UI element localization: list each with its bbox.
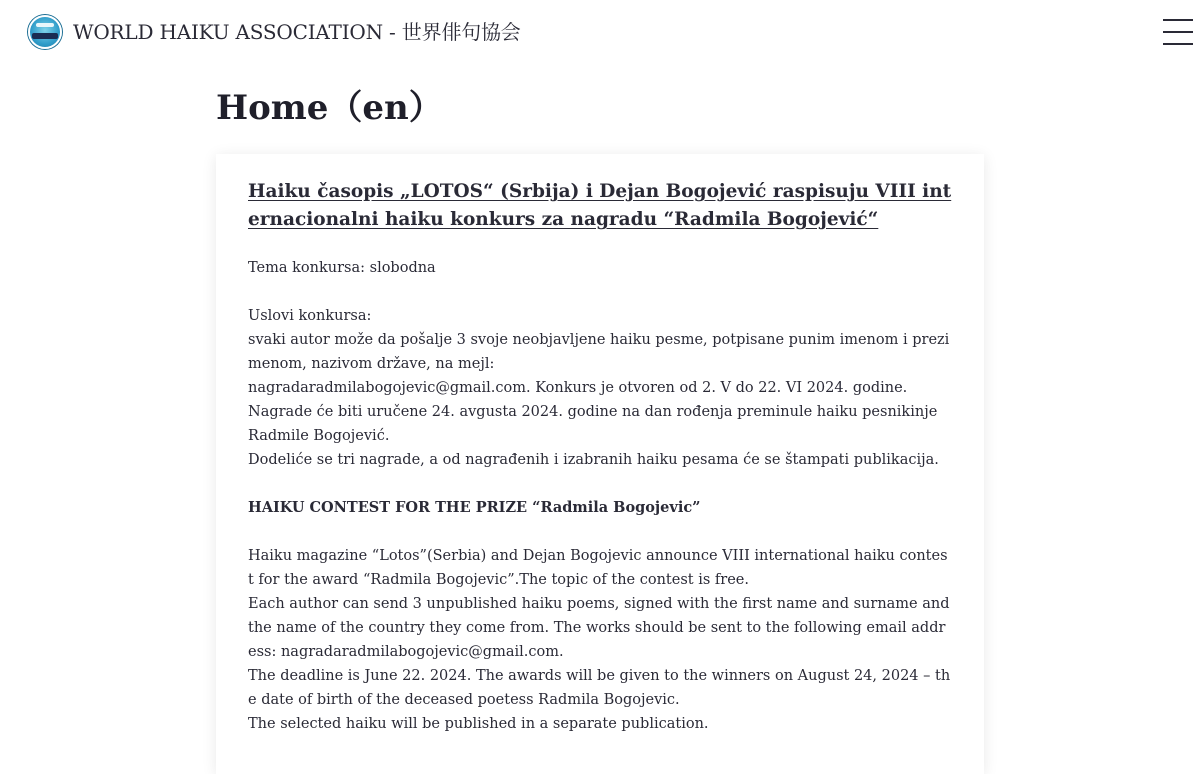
hamburger-menu-icon[interactable]: [1163, 18, 1193, 46]
en-publication: The selected haiku will be published in a separate publication.: [248, 716, 709, 732]
publication-line: Dodeliće se tri nagrade, a od nagrađenih i izabranih haiku pesama će se štampati publikacija.: [248, 452, 939, 468]
menu-bar: [1163, 31, 1193, 33]
en-intro: Haiku magazine “Lotos”(Serbia) and Dejan Bogojevic announce VIII international haiku contest for the award “Radmila Bogojevic”.The topic of the contest is free.: [248, 548, 948, 588]
conditions-text: svaki autor može da pošalje 3 svoje neobjavljene haiku pesme, potpisane punim imenom i prezimenom, nazivom države, na mejl:: [248, 332, 950, 372]
en-deadline: The deadline is June 22. 2024. The awards will be given to the winners on August 24, 2024 – the date of birth of the deceased poetess Radmila Bogojevic.: [248, 668, 951, 708]
site-title[interactable]: WORLD HAIKU ASSOCIATION - 世界俳句協会: [73, 20, 521, 44]
contest-heading-paragraph: [248, 496, 952, 520]
en-send: Each author can send 3 unpublished haiku poems, signed with the first name and surname and the name of the country they come from. The works should be sent to the following email address: nagradaradmilabogojevic@gmail.com.: [248, 596, 950, 660]
post-body: [248, 256, 952, 736]
theme-paragraph: [248, 256, 952, 280]
wha-globe-logo-icon[interactable]: [28, 15, 62, 49]
theme-line: Tema konkursa: slobodna: [248, 260, 436, 276]
conditions-label: Uslovi konkursa:: [248, 308, 372, 324]
english-paragraph: [248, 544, 952, 736]
menu-bar: [1163, 19, 1193, 21]
logo-band: [32, 33, 58, 39]
contest-heading: HAIKU CONTEST FOR THE PRIZE “Radmila Bogojevic”: [248, 499, 701, 516]
logo-highlight: [36, 23, 54, 27]
conditions-paragraph: [248, 304, 952, 472]
post-content: [248, 178, 952, 760]
site-header: [0, 0, 1200, 64]
page-title: Home（en）: [216, 88, 443, 128]
menu-bar: [1163, 43, 1193, 45]
email-line: nagradaradmilabogojevic@gmail.com. Konkurs je otvoren od 2. V do 22. VI 2024. godine.: [248, 380, 908, 396]
post-card: [216, 154, 984, 774]
post-title: [248, 178, 952, 234]
awards-line: Nagrade će biti uručene 24. avgusta 2024. godine na dan rođenja preminule haiku pesnikinje Radmile Bogojević.: [248, 404, 938, 444]
post-title-link[interactable]: Haiku časopis „LOTOS“ (Srbija) i Dejan Bogojević raspisuju VIII internacionalni haiku konkurs za nagradu “Radmila Bogojević“: [248, 181, 952, 230]
